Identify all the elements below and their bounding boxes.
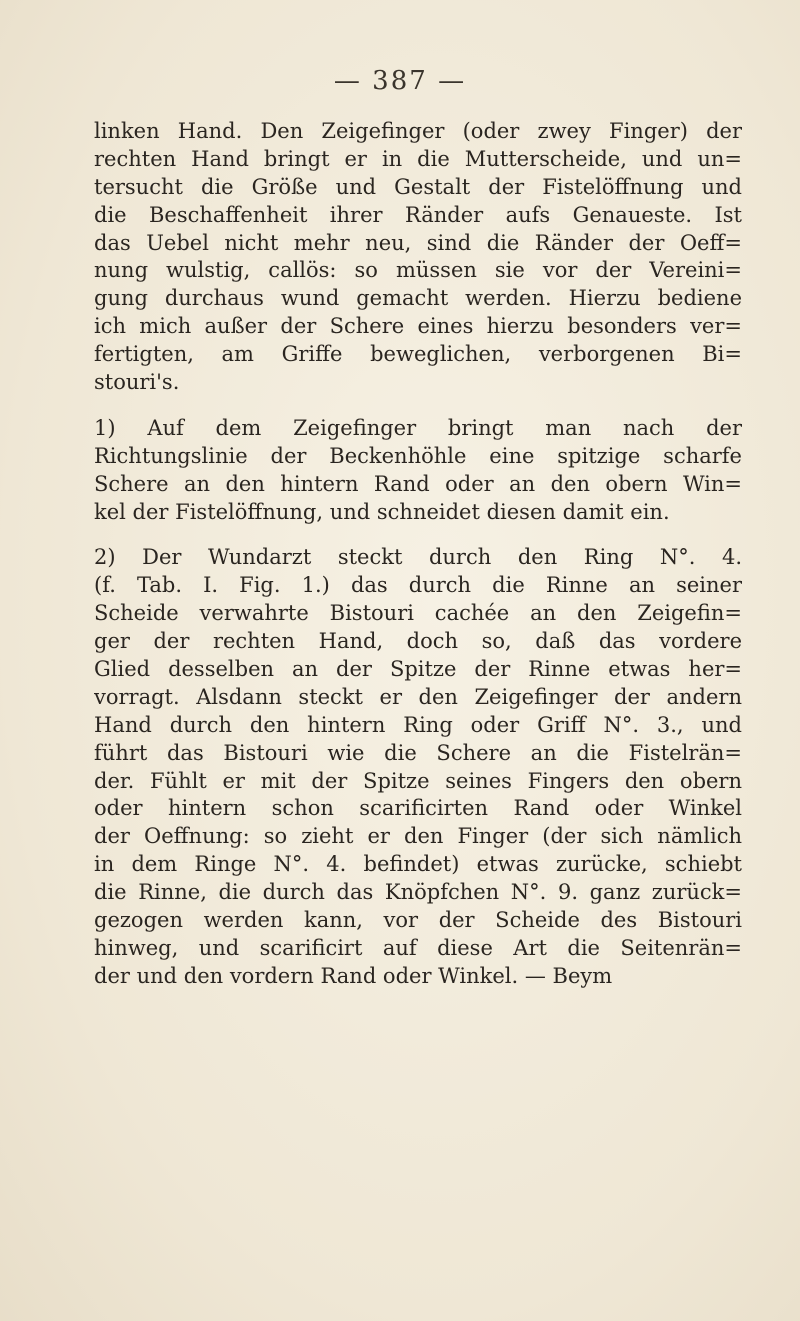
text-line: Schere an den hintern Rand oder an den obern Win= <box>94 471 742 496</box>
text-line: die Rinne, die durch das Knöpfchen N°. 9. ganz zurück= <box>94 880 742 905</box>
text-line: linken Hand. Den Zeigefinger (oder zwey Finger) der <box>94 119 742 143</box>
text-line: der und den vordern Rand oder Winkel. — Beym <box>94 963 613 988</box>
text-line: die Beschaffenheit ihrer Ränder aufs Genaueste. Ist <box>94 202 742 227</box>
text-line: hinweg, und scarificirt auf diese Art die Seitenrän= <box>94 935 742 960</box>
text-line: der Oeffnung: so zieht er den Finger (der sich nämlich <box>94 824 742 849</box>
text-line: Glied desselben an der Spitze der Rinne etwas her= <box>94 657 742 682</box>
text-line: das Uebel nicht mehr neu, sind die Ränder der Oeff= <box>94 230 742 255</box>
text-line: rechten Hand bringt er in die Mutterscheide, und un= <box>94 146 742 171</box>
text-line: in dem Ringe N°. 4. befindet) etwas zurücke, schiebt <box>94 852 742 877</box>
text-line: gezogen werden kann, vor der Scheide des Bistouri <box>94 908 742 933</box>
text-line: tersucht die Größe und Gestalt der Fistelöffnung und <box>94 174 742 199</box>
text-line: Scheide verwahrte Bistouri cachée an den Zeigefin= <box>94 601 742 626</box>
text-line: ger der rechten Hand, doch so, daß das vordere <box>94 629 742 654</box>
text-line: fertigten, am Griffe beweglichen, verborgenen Bi= <box>94 342 742 367</box>
text-line: Richtungslinie der Beckenhöhle eine spitzige scharfe <box>94 443 742 468</box>
text-line: oder hintern schon scarificirten Rand oder Winkel <box>94 796 742 821</box>
page-number-header: — 387 — <box>333 66 467 96</box>
text-line: 2) Der Wundarzt steckt durch den Ring N°. 4. <box>94 545 742 570</box>
paragraph <box>94 415 742 527</box>
text-line: Hand durch den hintern Ring oder Griff N°. 3., und <box>94 712 742 737</box>
text-line: ich mich außer der Schere eines hierzu besonders ver= <box>94 314 742 339</box>
text-line: führt das Bistouri wie die Schere an die Fistelrän= <box>94 740 742 765</box>
text-line: 1) Auf dem Zeigefinger bringt man nach der <box>94 415 742 440</box>
text-line: vorragt. Alsdann steckt er den Zeigefinger der andern <box>94 684 742 709</box>
text-line: der. Fühlt er mit der Spitze seines Fingers den obern <box>94 768 742 793</box>
paragraph-gap <box>94 397 742 415</box>
text-line: kel der Fistelöffnung, und schneidet diesen damit ein. <box>94 499 670 524</box>
text-line: nung wulstig, callös: so müssen sie vor der Vereini= <box>94 258 742 283</box>
text-line: (f. Tab. I. Fig. 1.) das durch die Rinne an seiner <box>94 573 742 598</box>
text-line: gung durchaus wund gemacht werden. Hierzu bediene <box>94 286 742 311</box>
page-body <box>94 118 742 991</box>
paragraph <box>94 544 742 990</box>
paragraph-gap <box>94 526 742 544</box>
paragraph <box>94 118 742 397</box>
text-line: stouri's. <box>94 370 180 395</box>
